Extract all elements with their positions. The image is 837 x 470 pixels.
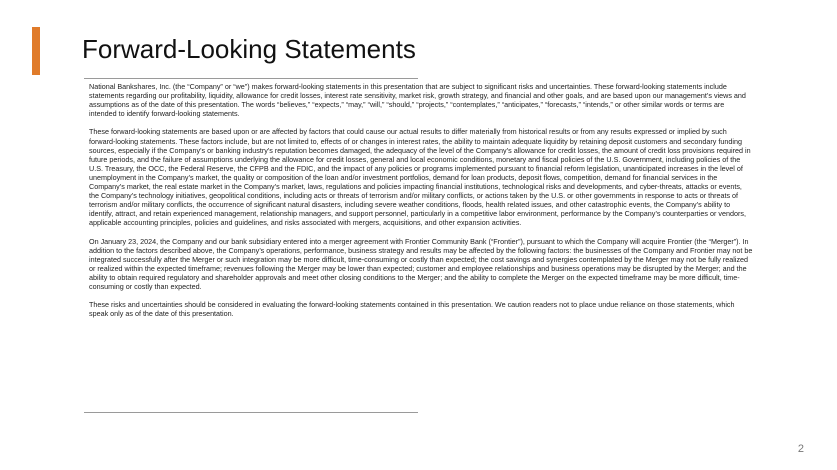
disclaimer-body [89, 82, 753, 328]
paragraph-merger: On January 23, 2024, the Company and our bank subsidiary entered into a merger agreement with Frontier Community Bank (“Frontier”), pursuant to which the Company will acquire Frontier (the “Merger”). In addition to the factors described above, the Company’s operations, performance, business strategy and results may be affected by the following factors: the businesses of the Company and Frontier may not be integrated successfully after the Merger or such integration may be more difficult, time-consuming or costly than expected; the cost savings and synergies contemplated by the Merger may not be fully realized or realized within the expected timeframe; revenues following the Merger may be lower than expected; customer and employee relationships and business operations may be disrupted by the Merger; and the ability to obtain required regulatory and shareholder approvals and meet other closing conditions to the Merger; and the ability to complete the Merger on the expected timeframe may be more difficult, time-consuming or costly than expected. [89, 236, 753, 292]
paragraph-caution: These risks and uncertainties should be considered in evaluating the forward-looking statements contained in this presentation. We caution readers not to place undue reliance on those statements, which speak only as of the date of this presentation. [89, 300, 735, 319]
page-number: 2 [797, 443, 804, 455]
bottom-divider [84, 412, 418, 413]
top-divider [84, 78, 418, 79]
page-title: Forward-Looking Statements [82, 34, 416, 64]
paragraph-intro: National Bankshares, Inc. (the “Company” or “we”) makes forward-looking statements in this presentation that are subject to significant risks and uncertainties. These forward-looking statements include statements regarding our profitability, liquidity, allowance for credit losses, interest rate sensitivity, market risk, growth strategy, and financial and other goals, and are based upon our management’s views and assumptions as of the date of this presentation. The words “believes,” “expects,” “may,” “will,” “should,” “projects,” “contemplates,” “anticipates,” “forecasts,” “intends,” or other similar words or terms are intended to identify forward-looking statements. [89, 82, 746, 119]
title-accent-bar [32, 27, 40, 75]
paragraph-risk-factors: These forward-looking statements are based upon or are affected by factors that could cause our actual results to differ materially from historical results or from any results expressed or implied by such forward-looking statements. These factors include, but are not limited to, effects of or changes in interest rates, the ability to maintain adequate liquidity by retaining deposit customers and secondary funding sources, especially if the Company’s or banking industry’s reputation becomes damaged, the adequacy of the level of the Company’s allowance for credit losses, the amount of credit loss provisions required in future periods, and the failure of assumptions underlying the allowance for credit losses, general and local economic conditions, monetary and fiscal policies of the U.S. Government, including policies of the U.S. Treasury, the OCC, the Federal Reserve, the CFPB and the FDIC, and the impact of any policies or programs implemented pursuant to financial reform legislation, unanticipated increases in the level of unemployment in the Company’s market, the quality or composition of the loan and/or investment portfolios, demand for loan products, deposit flows, competition, demand for financial services in the Company’s market, the real estate market in the Company’s market, laws, regulations and policies impacting financial institutions, technological risks and developments, and cyber-threats, attacks or events, the Company’s technology initiatives, geopolitical conditions, including acts or threats of terrorism and/or military conflicts, or actions taken by the U.S. or other governments in response to acts or threats of terrorism and/or military conflicts, the occurrence of significant natural disasters, including severe weather conditions, floods, health related issues, and other catastrophic events, the Company’s ability to identify, attract, and retain experienced management, relationship managers, and support personnel, particularly in a competitive labor environment, performance by the Company’s counterparties or vendors, applicable accounting principles, policies and guidelines, and risks associated with mergers, acquisitions, and other expansion activities. [89, 127, 751, 228]
